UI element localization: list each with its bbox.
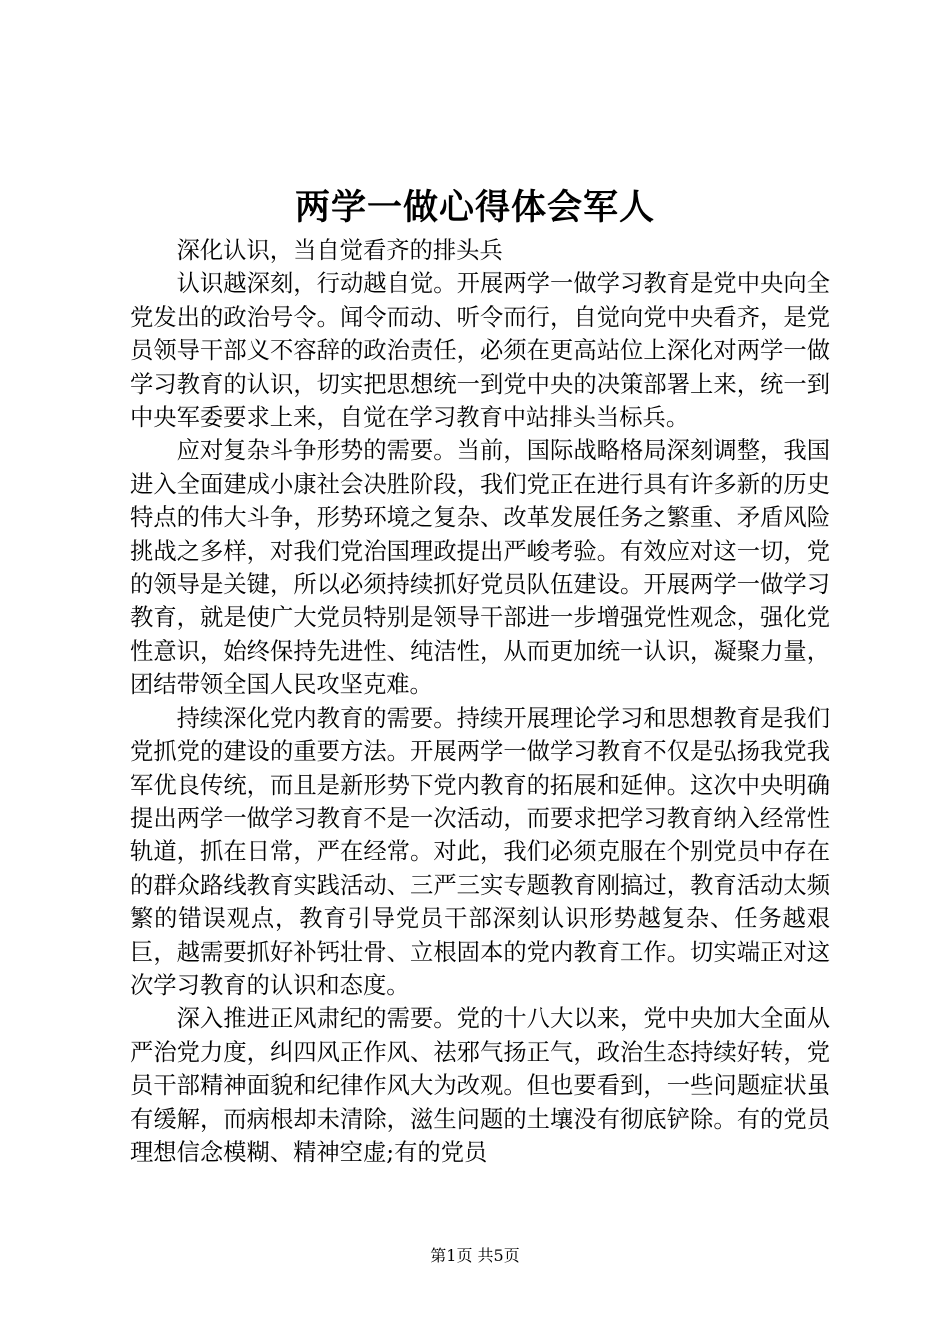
paragraph-1: 认识越深刻，行动越自觉。开展两学一做学习教育是党中央向全党发出的政治号令。闻令而动、听令而行，自觉向党中央看齐，是党员领导干部义不容辞的政治责任，必须在更高站位上深化对两学一做学习教育的认识，切实把思想统一到党中央的决策部署上来，统一到中央军委要求上来，自觉在学习教育中站排头当标兵。 (130, 270, 830, 432)
paragraph-4: 深入推进正风肃纪的需要。党的十八大以来，党中央加大全面从严治党力度，纠四风正作风、祛邪气扬正气，政治生态持续好转，党员干部精神面貌和纪律作风大为改观。但也要看到，一些问题症状虽有缓解，而病根却未清除，滋生问题的土壤没有彻底铲除。有的党员理想信念模糊、精神空虚;有的党员 (130, 1005, 830, 1166)
document-title: 两学一做心得体会军人 (294, 187, 655, 228)
paragraph-2: 应对复杂斗争形势的需要。当前，国际战略格局深刻调整，我国进入全面建成小康社会决胜阶段，我们党正在进行具有许多新的历史特点的伟大斗争，形势环境之复杂、改革发展任务之繁重、矛盾风险挑战之多样，对我们党治国理政提出严峻考验。有效应对这一切，党的领导是关键，所以必须持续抓好党员队伍建设。开展两学一做学习教育，就是使广大党员特别是领导干部进一步增强党性观念，强化党性意识，始终保持先进性、纯洁性，从而更加统一认识，凝聚力量，团结带领全国人民攻坚克难。 (130, 437, 830, 699)
paragraph-subheading: 深化认识，当自觉看齐的排头兵 (176, 237, 503, 264)
paragraph-3: 持续深化党内教育的需要。持续开展理论学习和思想教育是我们党抓党的建设的重要方法。开展两学一做学习教育不仅是弘扬我党我军优良传统，而且是新形势下党内教育的拓展和延伸。这次中央明确提出两学一做学习教育不是一次活动，而要求把学习教育纳入经常性轨道，抓在日常，严在经常。对此，我们必须克服在个别党员中存在的群众路线教育实践活动、三严三实专题教育刚搞过，教育活动太频繁的错误观点，教育引导党员干部深刻认识形势越复杂、任务越艰巨，越需要抓好补钙壮骨、立根固本的党内教育工作。切实端正对这次学习教育的认识和态度。 (130, 704, 830, 999)
document-body (130, 234, 830, 1169)
page-footer: 第1页 共5页 (430, 1246, 520, 1265)
